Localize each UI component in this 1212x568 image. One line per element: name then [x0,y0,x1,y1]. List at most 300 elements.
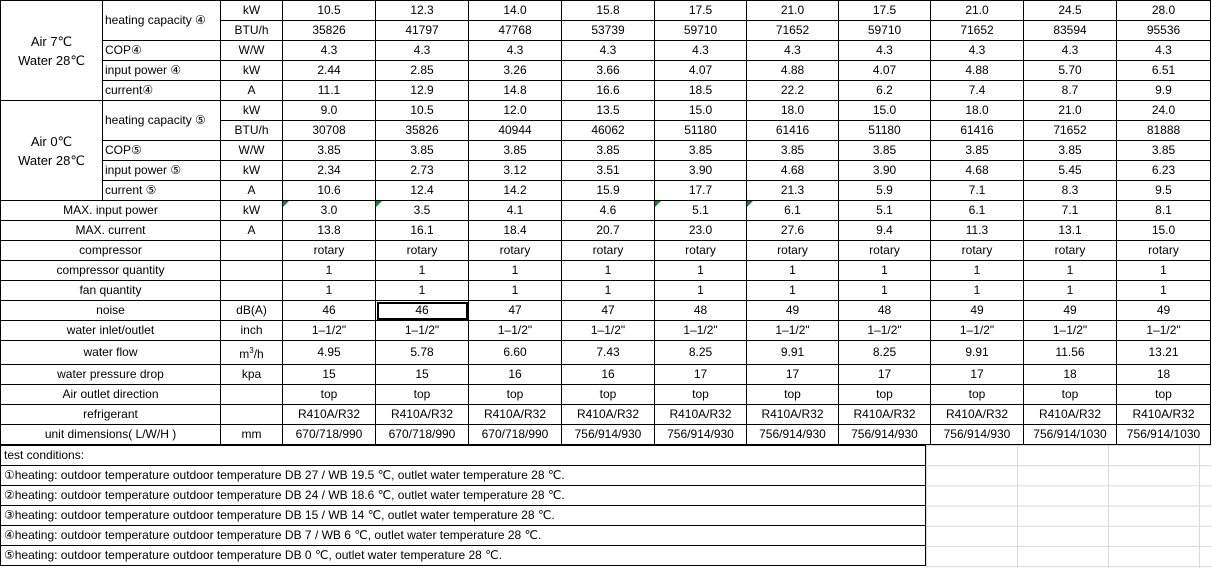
value-cell[interactable]: 16 [562,365,655,385]
table-row [1,161,1211,181]
value-cell[interactable]: 4.3 [655,41,747,61]
value-cell[interactable]: rotary [747,241,839,261]
row-label[interactable]: compressor quantity [1,261,221,281]
value-cell[interactable]: 12.4 [376,181,469,201]
value-cell[interactable]: 47 [562,301,655,321]
row-label[interactable]: input power ⑤ [103,161,221,181]
value-cell[interactable]: 756/914/1030 [1117,425,1211,445]
condition-water: Water 28℃ [18,152,85,168]
value-cell[interactable]: 3.5 [376,201,469,221]
row-label[interactable]: current ⑤ [103,181,221,201]
unit-cell[interactable]: $m^3/h$ [221,341,283,365]
value-cell[interactable]: 21.0 [931,1,1024,21]
value-cell[interactable]: 1–1/2" [655,321,747,341]
value-cell[interactable]: 1 [931,261,1024,281]
row-label[interactable]: heating capacity ④ [103,1,221,41]
row-label[interactable]: water flow [1,341,221,365]
value-cell[interactable]: 6.51 [1117,61,1211,81]
value-cell[interactable]: R410A/R32 [931,405,1024,425]
row-label[interactable]: fan quantity [1,281,221,301]
value-cell[interactable]: 8.3 [1024,181,1117,201]
value-cell[interactable]: 11.56 [1024,341,1117,365]
value-cell[interactable]: 41797 [376,21,469,41]
value-cell[interactable]: 4.3 [747,41,839,61]
value-cell[interactable]: 48 [655,301,747,321]
value-cell[interactable]: R410A/R32 [655,405,747,425]
unit-cell[interactable]: A [221,221,283,241]
value-cell[interactable]: 756/914/930 [839,425,931,445]
value-cell[interactable]: 756/914/930 [931,425,1024,445]
value-cell[interactable]: 12.9 [376,81,469,101]
unit-cell[interactable]: mm [221,425,283,445]
condition-air: Air 7℃ [30,33,73,49]
value-cell[interactable]: 15 [283,365,376,385]
table-row [1,546,926,566]
value-cell[interactable]: 1–1/2" [1024,321,1117,341]
unit-cell[interactable]: W/W [221,141,283,161]
unit-cell[interactable]: A [221,181,283,201]
value-cell[interactable]: 4.3 [1117,41,1211,61]
value-cell[interactable]: rotary [931,241,1024,261]
value-cell[interactable]: 35826 [283,21,376,41]
value-cell[interactable]: 4.88 [931,61,1024,81]
value-cell[interactable]: 5.78 [376,341,469,365]
value-cell[interactable]: 1 [839,261,931,281]
unit-cell[interactable]: kW [221,101,283,121]
value-cell[interactable]: 16.6 [562,81,655,101]
value-cell[interactable]: 1 [747,261,839,281]
value-cell[interactable]: 3.0 [283,201,376,221]
value-cell[interactable]: 1 [1024,281,1117,301]
value-cell[interactable]: 3.85 [931,141,1024,161]
value-cell[interactable]: 4.3 [469,41,562,61]
value-cell[interactable]: 17 [655,365,747,385]
value-cell[interactable]: top [562,385,655,405]
value-cell[interactable]: 1 [376,261,469,281]
value-cell[interactable]: rotary [1024,241,1117,261]
value-cell[interactable]: 18.0 [931,101,1024,121]
value-cell[interactable]: 3.90 [655,161,747,181]
value-cell[interactable]: 21.0 [1024,101,1117,121]
value-cell[interactable]: 1 [839,281,931,301]
value-cell[interactable]: 4.68 [747,161,839,181]
value-cell[interactable]: 1–1/2" [931,321,1024,341]
value-cell[interactable]: 3.85 [655,141,747,161]
value-cell[interactable]: 1 [1117,261,1211,281]
value-cell[interactable]: 756/914/930 [655,425,747,445]
table-row [1,101,1211,121]
value-cell[interactable]: 3.66 [562,61,655,81]
value-cell[interactable]: 4.3 [931,41,1024,61]
value-cell[interactable]: 1 [469,261,562,281]
value-cell[interactable]: 1–1/2" [747,321,839,341]
value-cell[interactable]: 24.0 [1117,101,1211,121]
value-cell[interactable]: 17.5 [655,1,747,21]
value-cell[interactable]: 8.25 [655,341,747,365]
note-line[interactable]: ③heating: outdoor temperature outdoor temperature DB 15 / WB 14 ℃, outlet water temperature 28 ℃. [1,506,926,526]
value-cell[interactable]: 7.43 [562,341,655,365]
table-row [1,141,1211,161]
row-label[interactable]: COP⑤ [103,141,221,161]
note-line[interactable]: ①heating: outdoor temperature outdoor temperature DB 27 / WB 19.5 ℃, outlet water temperature 28 ℃. [1,466,926,486]
value-cell[interactable]: 46 [376,301,469,321]
value-cell[interactable]: 18 [1024,365,1117,385]
value-cell[interactable]: 4.3 [562,41,655,61]
value-cell[interactable]: 1 [931,281,1024,301]
value-cell[interactable]: 16.1 [376,221,469,241]
value-cell[interactable]: 10.5 [283,1,376,21]
value-cell[interactable]: R410A/R32 [1024,405,1117,425]
value-cell[interactable]: 9.4 [839,221,931,241]
value-cell[interactable]: 49 [747,301,839,321]
value-cell[interactable]: 1 [469,281,562,301]
table-row [1,81,1211,101]
note-line[interactable]: ④heating: outdoor temperature outdoor temperature DB 7 / WB 6 ℃, outlet water temperature 28 ℃. [1,526,926,546]
note-line[interactable]: ⑤heating: outdoor temperature outdoor temperature DB 0 ℃, outlet water temperature 28 ℃. [1,546,926,566]
value-cell[interactable]: 1 [747,281,839,301]
table-row [1,446,926,466]
value-cell[interactable]: 51180 [839,121,931,141]
value-cell[interactable]: 670/718/990 [469,425,562,445]
value-cell[interactable]: 13.8 [283,221,376,241]
value-cell[interactable]: 9.0 [283,101,376,121]
value-cell[interactable]: 670/718/990 [376,425,469,445]
value-cell[interactable]: rotary [562,241,655,261]
value-cell[interactable]: 48 [839,301,931,321]
value-cell[interactable]: 59710 [839,21,931,41]
row-label[interactable]: refrigerant [1,405,221,425]
value-cell[interactable]: 28.0 [1117,1,1211,21]
value-cell[interactable]: 1–1/2" [839,321,931,341]
value-cell[interactable]: 14.0 [469,1,562,21]
value-cell[interactable]: 3.12 [469,161,562,181]
value-cell[interactable]: 15.8 [562,1,655,21]
row-label[interactable]: COP④ [103,41,221,61]
value-cell[interactable]: 9.91 [747,341,839,365]
value-cell[interactable]: 7.4 [931,81,1024,101]
value-cell[interactable]: 1–1/2" [562,321,655,341]
value-cell[interactable]: 12.3 [376,1,469,21]
value-cell[interactable]: 2.85 [376,61,469,81]
value-cell[interactable]: 3.85 [376,141,469,161]
value-cell[interactable]: 5.45 [1024,161,1117,181]
value-cell[interactable]: 22.2 [747,81,839,101]
value-cell[interactable]: 1–1/2" [283,321,376,341]
value-cell[interactable]: 3.85 [283,141,376,161]
table-row [1,425,1211,445]
value-cell[interactable]: 9.5 [1117,181,1211,201]
value-cell[interactable]: top [839,385,931,405]
condition-air: Air 0℃ [30,133,73,149]
value-cell[interactable]: 11.3 [931,221,1024,241]
value-cell[interactable]: 4.95 [283,341,376,365]
value-cell[interactable]: 1 [655,281,747,301]
value-cell[interactable]: 49 [1117,301,1211,321]
value-cell[interactable]: 10.5 [376,101,469,121]
value-cell[interactable]: 17.5 [839,1,931,21]
value-cell[interactable]: 4.3 [1024,41,1117,61]
value-cell[interactable]: 11.1 [283,81,376,101]
unit-cell[interactable] [221,405,283,425]
value-cell[interactable]: 1–1/2" [469,321,562,341]
value-cell[interactable]: 1 [562,281,655,301]
value-cell[interactable]: 3.85 [839,141,931,161]
value-cell[interactable]: 83594 [1024,21,1117,41]
row-label[interactable]: heating capacity ⑤ [103,101,221,141]
value-cell[interactable]: 17 [747,365,839,385]
value-cell[interactable]: 47 [469,301,562,321]
value-cell[interactable]: R410A/R32 [283,405,376,425]
table-row [1,466,926,486]
value-cell[interactable]: top [747,385,839,405]
value-cell[interactable]: 9.91 [931,341,1024,365]
value-cell[interactable]: top [469,385,562,405]
value-cell[interactable]: 6.60 [469,341,562,365]
unit-cell[interactable]: kW [221,161,283,181]
value-cell[interactable]: R410A/R32 [1117,405,1211,425]
value-cell[interactable]: 2.73 [376,161,469,181]
value-cell[interactable]: 46062 [562,121,655,141]
unit-cell[interactable]: kW [221,1,283,21]
value-cell[interactable]: 3.85 [747,141,839,161]
value-cell[interactable]: 18.5 [655,81,747,101]
test-conditions-notes [0,445,926,566]
unit-cell[interactable]: BTU/h [221,21,283,41]
value-cell[interactable]: top [376,385,469,405]
value-cell[interactable]: 9.9 [1117,81,1211,101]
value-cell[interactable]: 18.4 [469,221,562,241]
table-row [1,61,1211,81]
value-cell[interactable]: 14.8 [469,81,562,101]
value-cell[interactable]: 1 [562,261,655,281]
value-cell[interactable]: 13.1 [1024,221,1117,241]
row-label[interactable]: compressor [1,241,221,261]
value-cell[interactable]: 15.0 [839,101,931,121]
value-cell[interactable]: 23.0 [655,221,747,241]
unit-cell[interactable]: A [221,81,283,101]
value-cell[interactable]: 4.07 [655,61,747,81]
unit-cell[interactable]: W/W [221,41,283,61]
value-cell[interactable]: 15 [376,365,469,385]
value-cell[interactable]: 40944 [469,121,562,141]
value-cell[interactable]: 6.23 [1117,161,1211,181]
value-cell[interactable]: 6.2 [839,81,931,101]
value-cell[interactable]: 4.6 [562,201,655,221]
value-cell[interactable]: 61416 [747,121,839,141]
value-cell[interactable]: 47768 [469,21,562,41]
value-cell[interactable]: 16 [469,365,562,385]
table-row [1,281,1211,301]
table-row [1,221,1211,241]
value-cell[interactable]: 6.1 [747,201,839,221]
value-cell[interactable]: 21.0 [747,1,839,21]
value-cell[interactable]: 30708 [283,121,376,141]
value-cell[interactable]: 3.90 [839,161,931,181]
unit-cell[interactable]: kpa [221,365,283,385]
table-row [1,405,1211,425]
value-cell[interactable]: 2.34 [283,161,376,181]
row-label[interactable]: input power ④ [103,61,221,81]
condition-water: Water 28℃ [18,52,85,68]
table-row [1,41,1211,61]
value-cell[interactable]: rotary [839,241,931,261]
table-row [1,261,1211,281]
value-cell[interactable]: 756/914/930 [562,425,655,445]
value-cell[interactable]: 27.6 [747,221,839,241]
value-cell[interactable]: 756/914/1030 [1024,425,1117,445]
value-cell[interactable]: rotary [1117,241,1211,261]
value-cell[interactable]: 1 [655,261,747,281]
value-cell[interactable]: 81888 [1117,121,1211,141]
value-cell[interactable]: 53739 [562,21,655,41]
value-cell[interactable]: 7.1 [931,181,1024,201]
value-cell[interactable]: 6.1 [931,201,1024,221]
value-cell[interactable]: 3.26 [469,61,562,81]
value-cell[interactable]: R410A/R32 [469,405,562,425]
value-cell[interactable]: 61416 [931,121,1024,141]
value-cell[interactable]: 13.5 [562,101,655,121]
value-cell[interactable]: 8.7 [1024,81,1117,101]
unit-cell[interactable] [221,241,283,261]
value-cell[interactable]: 17.7 [655,181,747,201]
value-cell[interactable]: 3.85 [469,141,562,161]
value-cell[interactable]: 95536 [1117,21,1211,41]
value-cell[interactable]: 5.1 [839,201,931,221]
value-cell[interactable]: 15.0 [655,101,747,121]
table-row [1,506,926,526]
note-line[interactable]: test conditions: [1,446,926,466]
value-cell[interactable]: 670/718/990 [283,425,376,445]
value-cell[interactable]: 35826 [376,121,469,141]
value-cell[interactable]: top [283,385,376,405]
value-cell[interactable]: 5.70 [1024,61,1117,81]
table-row [1,486,926,506]
value-cell[interactable]: rotary [469,241,562,261]
row-label[interactable]: water inlet/outlet [1,321,221,341]
row-label[interactable]: MAX. current [1,221,221,241]
value-cell[interactable]: top [655,385,747,405]
value-cell[interactable]: 4.3 [376,41,469,61]
unit-cell[interactable]: inch [221,321,283,341]
row-label[interactable]: noise [1,301,221,321]
unit-cell[interactable] [221,261,283,281]
value-cell[interactable]: 71652 [931,21,1024,41]
value-cell[interactable]: 17 [839,365,931,385]
table-row [1,385,1211,405]
value-cell[interactable]: R410A/R32 [839,405,931,425]
value-cell[interactable]: rotary [376,241,469,261]
unit-cell[interactable]: kW [221,61,283,81]
value-cell[interactable]: 1 [283,281,376,301]
table-row [1,365,1211,385]
value-cell[interactable]: 756/914/930 [747,425,839,445]
value-cell[interactable]: 10.6 [283,181,376,201]
value-cell[interactable]: rotary [283,241,376,261]
value-cell[interactable]: 49 [1024,301,1117,321]
value-cell[interactable]: 7.1 [1024,201,1117,221]
value-cell[interactable]: 71652 [1024,121,1117,141]
unit-cell[interactable]: BTU/h [221,121,283,141]
value-cell[interactable]: 3.85 [1117,141,1211,161]
unit-cell[interactable]: kW [221,201,283,221]
table-row [1,321,1211,341]
row-label[interactable]: water pressure drop [1,365,221,385]
row-label[interactable]: MAX. input power [1,201,221,221]
row-label[interactable]: unit dimensions( L/W/H ) [1,425,221,445]
value-cell[interactable]: 1 [376,281,469,301]
value-cell[interactable]: 3.85 [1024,141,1117,161]
value-cell[interactable]: 8.25 [839,341,931,365]
value-cell[interactable]: 1–1/2" [1117,321,1211,341]
value-cell[interactable]: 51180 [655,121,747,141]
value-cell[interactable]: 5.1 [655,201,747,221]
value-cell[interactable]: 49 [931,301,1024,321]
value-cell[interactable]: R410A/R32 [376,405,469,425]
condition-group-label[interactable] [1,1,103,101]
value-cell[interactable]: 14.2 [469,181,562,201]
value-cell[interactable]: 3.51 [562,161,655,181]
value-cell[interactable]: 1 [1024,261,1117,281]
unit-cell[interactable] [221,385,283,405]
value-cell[interactable]: 8.1 [1117,201,1211,221]
value-cell[interactable]: 4.1 [469,201,562,221]
value-cell[interactable]: 20.7 [562,221,655,241]
condition-group-label[interactable] [1,101,103,201]
value-cell[interactable]: 12.0 [469,101,562,121]
value-cell[interactable]: 71652 [747,21,839,41]
value-cell[interactable]: 3.85 [562,141,655,161]
table-row [1,1,1211,21]
value-cell[interactable]: 59710 [655,21,747,41]
value-cell[interactable]: 1–1/2" [376,321,469,341]
row-label[interactable]: Air outlet direction [1,385,221,405]
value-cell[interactable]: 24.5 [1024,1,1117,21]
value-cell[interactable]: R410A/R32 [747,405,839,425]
value-cell[interactable]: 17 [931,365,1024,385]
table-row [1,526,926,546]
unit-cell[interactable] [221,281,283,301]
value-cell[interactable]: 1 [283,261,376,281]
value-cell[interactable]: 1 [1117,281,1211,301]
value-cell[interactable]: 18.0 [747,101,839,121]
value-cell[interactable]: 2.44 [283,61,376,81]
value-cell[interactable]: top [1024,385,1117,405]
value-cell[interactable]: R410A/R32 [562,405,655,425]
value-cell[interactable]: 5.9 [839,181,931,201]
empty-sheet-cells[interactable] [926,445,1212,568]
row-label[interactable]: current④ [103,81,221,101]
value-cell[interactable]: rotary [655,241,747,261]
note-line[interactable]: ②heating: outdoor temperature outdoor temperature DB 24 / WB 18.6 ℃, outlet water temperature 28 ℃. [1,486,926,506]
value-cell[interactable]: 13.21 [1117,341,1211,365]
value-cell[interactable]: 4.07 [839,61,931,81]
table-row [1,201,1211,221]
table-row [1,181,1211,201]
unit-cell[interactable]: dB(A) [221,301,283,321]
value-cell[interactable]: 18 [1117,365,1211,385]
value-cell[interactable]: 46 [283,301,376,321]
value-cell[interactable]: 21.3 [747,181,839,201]
value-cell[interactable]: 4.3 [283,41,376,61]
value-cell[interactable]: 15.0 [1117,221,1211,241]
value-cell[interactable]: 4.88 [747,61,839,81]
value-cell[interactable]: 4.68 [931,161,1024,181]
value-cell[interactable]: 15.9 [562,181,655,201]
table-row [1,301,1211,321]
value-cell[interactable]: top [1117,385,1211,405]
value-cell[interactable]: top [931,385,1024,405]
value-cell[interactable]: 4.3 [839,41,931,61]
